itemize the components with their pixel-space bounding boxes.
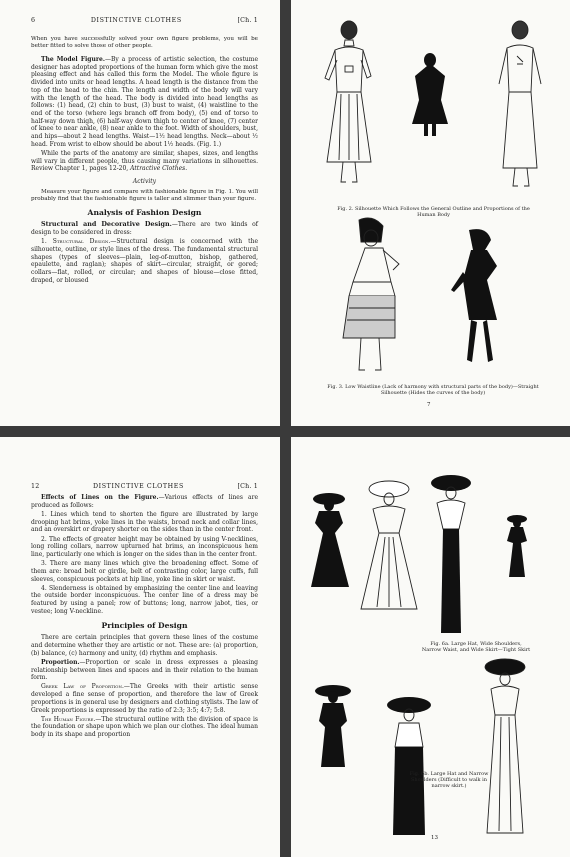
human-figure-title: The Human Figure. [41,715,96,723]
greek-text: —The Greeks with their artistic sense developed a fine sense of proportion, and therefore the law of Greek proportions is in general use by designers and clothing stylists. The law of Greek proportions is expressed by the ratio of 2:3; 3:5; 4:7; 5:8. [31,683,259,714]
lines-text: —Various effects of lines are produced as follows: [31,494,258,509]
item1-paragraph [31,238,258,284]
principles-heading: Principles of Design [101,620,188,630]
fig6a-silhouette-left [311,493,349,587]
variation-text: While the parts of the anatomy are similar, shapes, sizes, and lengths will vary in different people, thus causing many variations in silhouettes. Review Chapter 1, pages 12-20, [31,149,258,173]
item1-paragraph: 1. Lines which tend to shorten the figure are illustrated by large drooping hat brims, yoke lines in the waists, broad neck and collar lines, and an overskirt or drapery shorter on the sides than in the center front. [31,510,258,534]
intro-paragraph: When you have successfully solved your own figure problems, you will be better fitted to solve those of other people. [31,36,258,49]
fig2-right-figure [499,21,541,186]
item1-text: —Structural design is concerned with the silhouette, outline, or style lines of the dress. The fundamental structural shapes (types of sleeves—plain, leg-of-mutton, bishop, gathered, epaulette, and raglan); shapes of skirt—circular, straight, or gored; collars—flat, rolled, or circular; and shapes of blouse—close fitted, draped, or bloused [31,238,258,284]
model-figure-title: The Model Figure. [41,56,105,63]
structural-paragraph [31,221,258,236]
fig2-caption: Fig. 2. Silhouette Which Follows the General Outline and Proportions of the Human Body [337,206,530,218]
page-number: 13 [431,835,438,841]
fig3-left-figure [343,218,399,370]
fig6b-illustration [291,637,570,837]
fig2-illustration [291,0,570,200]
item4-paragraph: 4. Slenderness is obtained by emphasizing the center line and leaving the outside border inconspicuous. The center line of a dress may be featured by using a panel; row of buttons; long, narrow jabot, ties, or vestee; long V-neckline. [31,584,258,615]
fig6a-caption: Fig. 6a. Large Hat, Wide Shoulders, Narrow Waist, and Wide Skirt—Tight Skirt [421,641,531,653]
proportion-paragraph [31,659,258,682]
page-6-body [31,36,258,286]
fig6a-silhouette-small [507,515,527,577]
activity-label: Activity [132,178,157,186]
fig6b-silhouette-left [315,685,351,767]
page-13 [291,437,570,857]
fig2-silhouette [412,53,448,136]
structural-text: —There are two kinds of design to be considered in dress: [31,221,258,237]
item2-paragraph: 2. The effects of greater height may be obtained by using V-necklines, long rolling collars, narrow upturned hat brims, an inconspicuous hem line, particularly one which is longer on the sides than in the center front. [31,535,258,558]
running-title: DISTINCTIVE CLOTHES [93,483,184,490]
page-6 [0,0,280,426]
human-figure-paragraph [31,716,258,739]
page-7 [291,0,570,426]
item3-paragraph: 3. There are many lines which give the broadening effect. Some of them are: broad belt or girdle, belt of contrasting color, large cuffs, full sleeves, conspicuous pockets at hip line, yoke line in skirt or waist. [31,560,258,583]
fig6a-illustration [291,437,570,637]
running-header [31,483,258,493]
fig2-left-figure [325,21,371,182]
item1-label: 1. Structural Design. [41,238,111,246]
model-figure-paragraph [31,56,258,148]
fig3-caption: Fig. 3. Low Waistline (Lack of harmony with structural parts of the body)—Straight Silhouette (Hides the curves of the body) [327,384,539,396]
page-number: 6 [31,17,36,24]
fig3-silhouette [451,229,497,362]
page-12-body [31,494,258,740]
page-12 [0,437,280,857]
page-number: 7 [427,402,431,408]
greek-paragraph [31,683,258,714]
fig6b-caption: Fig. 6b. Large Hat and Narrow Shoulders (Difficult to walk in narrow skirt.) [409,771,489,789]
lines-title: Effects of Lines on the Figure. [41,494,159,501]
proportion-title: Proportion. [41,658,80,666]
activity-text: Measure your figure and compare with fashionable figure in Fig. 1. You will probably find that the fashionable figure is taller and slimmer than your figure. [31,188,258,202]
principles-paragraph: There are certain principles that govern these lines of the costume and determine whether they are artistic or not. These are: (a) proportion, (b) balance, (c) harmony and unity, (d) rhythm and emphasis. [31,634,258,657]
fig6b-figure-center [387,697,431,835]
chapter-label: [Ch. 1 [237,483,258,490]
human-figure-text: —The structural outline with the division of space is the foundation or shape upon which we plan our clothes. The ideal human body in its shape and proportion [31,715,258,739]
page-number: 12 [31,483,40,490]
greek-title: Greek Law of Proportion. [41,683,124,691]
fig3-illustration [291,220,570,380]
variation-paragraph [31,150,258,173]
fig6a-figure-center [361,481,417,609]
proportion-text: —Proportion or scale in dress expresses a pleasing relationship between lines and spaces and in their relation to the human form. [31,658,258,682]
running-header [31,17,258,27]
model-figure-text: —By a process of artistic selection, the costume designer has adopted proportions of the human form which give the most pleasing effect and has called this form the Model. The whole figure is divided into units or head lengths. A head length is the distance from the top of the head to the chin. The length and width of the body will vary with the length of the head. The body is divided into head lengths as follows: (1) head, (2) chin to bust, (3) bust to waist, (4) waistline to the end of the torso (where legs branch off from body), (5) end of torso to half-way down thigh, (6) half-way down thigh to center of knee, (7) center of knee to near ankle, (8) near ankle to the foot. Width of shoulders, bust, and hips—about 2 head lengths. Waist—1½ head lengths. Neck—about ½ head. From wrist to elbow should be about 1½ heads. (Fig. 1.) [31,56,259,148]
fig6a-figure-right [431,475,471,633]
structural-title: Structural and Decorative Design. [41,220,172,229]
analysis-heading: Analysis of Fashion Design [87,207,202,217]
running-title: DISTINCTIVE CLOTHES [90,17,182,24]
lines-paragraph [31,494,258,509]
chapter-label: [Ch. 1 [237,17,258,24]
fig6b-figure-right [485,659,525,833]
variation-reference: Attractive Clothes. [130,165,188,173]
